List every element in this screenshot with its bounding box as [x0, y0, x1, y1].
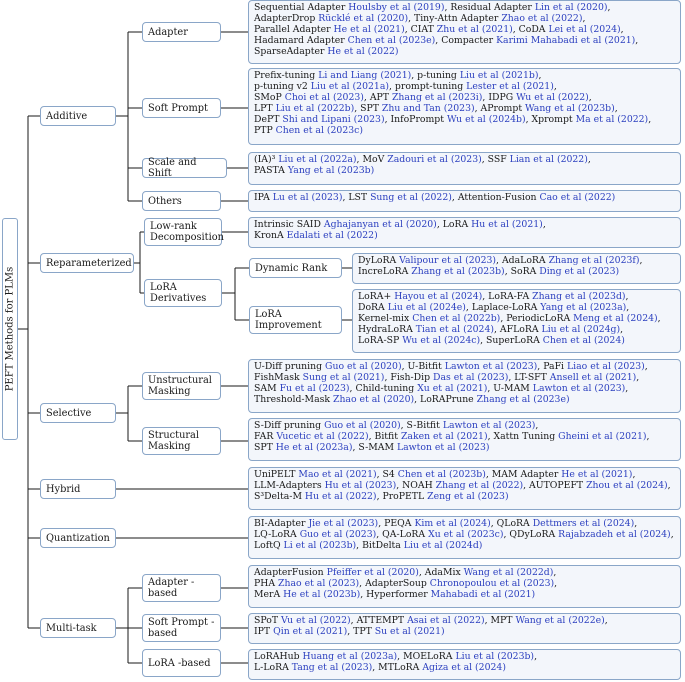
method-name: MerA	[254, 588, 284, 600]
citation: Zhang et al (2022)	[435, 479, 524, 491]
method-name: HydraLoRA	[358, 323, 416, 335]
method-name: PTP	[254, 124, 276, 136]
method-name: , QLoRA	[490, 518, 533, 529]
method-name: ,	[587, 154, 591, 165]
method-name: BI-Adapter	[254, 518, 309, 529]
citation: Meng et al (2024)	[573, 312, 658, 324]
method-name: ,	[635, 34, 639, 46]
method-name: , SuperLoRA	[480, 334, 543, 346]
method-name: , QA-LoRA	[376, 528, 429, 540]
method-name: LQ-LoRA	[254, 528, 300, 540]
method-name: IPA	[254, 192, 273, 203]
method-name: DyLoRA	[358, 255, 400, 266]
method-name: , TPT	[347, 625, 375, 637]
method-name: , Hyperformer	[360, 588, 431, 600]
citation: Karimi Mahabadi et al (2021)	[496, 34, 636, 46]
leaf-line	[254, 627, 675, 638]
method-name: , ProPETL	[376, 490, 428, 502]
citation: Zhao et al (2023)	[278, 577, 360, 589]
citation: Zhao et al (2022)	[501, 12, 583, 24]
citation: Mao et al (2021)	[298, 469, 377, 480]
method-name: , APrompt	[474, 102, 526, 114]
method-name: DoRA	[358, 301, 388, 313]
method-name: , Residual Adapter	[444, 2, 535, 13]
method-name: , p-tuning	[411, 70, 460, 81]
citation: Lu et al (2023)	[272, 192, 343, 203]
citation: Agiza et al (2024)	[422, 661, 506, 673]
leaf-line	[358, 267, 675, 278]
citation: Rajabzadeh et al (2024)	[558, 528, 671, 540]
citation: Guo et al (2023)	[299, 528, 377, 540]
subcategory-adapter-based: Adapter -based	[142, 574, 221, 602]
citation: Liu et al (2024g)	[541, 323, 621, 335]
leaf-soft-prompt-based	[248, 613, 681, 644]
citation: Wang et al (2022d)	[463, 567, 554, 578]
method-name: , LoRA-FA	[482, 291, 533, 302]
method-name: ,	[538, 70, 542, 81]
method-name: , Fish-Dip	[384, 371, 434, 383]
leaf-unstructural-masking	[248, 359, 681, 413]
citation: Ma et al (2022)	[575, 113, 649, 125]
method-name: , SSF	[481, 154, 510, 165]
category-selective: Selective	[40, 403, 116, 423]
citation: Vu et al (2022)	[281, 615, 351, 626]
method-name: U-Diff pruning	[254, 361, 326, 372]
citation: Fu et al (2023)	[279, 382, 350, 394]
method-name: L-LoRA	[254, 661, 292, 673]
citation: Hayou et al (2024)	[394, 291, 483, 302]
leaf-line	[254, 193, 675, 204]
citation: Houlsby et al (2019)	[348, 2, 445, 13]
leaf-line	[254, 541, 675, 552]
method-name: Sequential Adapter	[254, 2, 349, 13]
method-name: LoftQ	[254, 539, 284, 551]
leaf-quantization	[248, 516, 681, 559]
method-name: ,	[670, 528, 674, 540]
citation: Liu et al (2021a)	[310, 80, 390, 92]
method-name: , Xattn Tuning	[487, 430, 559, 442]
citation: Asai et al (2022)	[407, 615, 485, 626]
citation: Wang et al (2022e)	[515, 615, 605, 626]
method-name: ,	[554, 577, 558, 589]
leaf-line	[254, 395, 675, 406]
leaf-line	[254, 231, 675, 242]
citation: Das et al (2023)	[433, 371, 509, 383]
method-name: , IDPG	[482, 91, 517, 103]
root-label: PEFT Methods for PLMs	[4, 266, 16, 392]
method-name: ,	[620, 323, 624, 335]
method-name: , NOAH	[396, 479, 436, 491]
citation: Kim et al (2024)	[414, 518, 491, 529]
citation: He et al (2023a)	[275, 441, 353, 453]
method-name: ,	[588, 91, 592, 103]
method-name: , S4	[376, 469, 398, 480]
method-name: Threshold-Mask	[254, 393, 333, 405]
subcategory-scale-and-shift: Scale and Shift	[142, 158, 227, 178]
category-quantization: Quantization	[40, 528, 116, 548]
citation: Guo et al (2020)	[324, 420, 401, 431]
method-name: AdapterFusion	[254, 567, 327, 578]
citation: Liu et al (2021b)	[459, 70, 539, 81]
method-name: ,	[542, 219, 546, 230]
method-name: , ATTEMPT	[350, 615, 408, 626]
method-name: , Xprompt	[525, 113, 576, 125]
method-name: IPT	[254, 625, 274, 637]
category-additive: Additive	[40, 106, 116, 126]
method-name: ,	[636, 371, 640, 383]
method-name: , SoRA	[504, 265, 540, 277]
citation: Aghajanyan et al (2020)	[323, 219, 437, 230]
method-name: , MPT	[484, 615, 516, 626]
method-name: LoRA-SP	[358, 334, 403, 346]
citation: He et al (2021)	[333, 23, 405, 35]
method-name: ,	[553, 80, 557, 92]
subcategory-adapter: Adapter	[142, 22, 221, 42]
citation: Yang et al (2023a)	[540, 301, 627, 313]
subcategory-others: Others	[142, 191, 221, 211]
leaf-lora-improvement	[352, 289, 681, 353]
leaf-lora-based	[248, 649, 681, 680]
method-name: PASTA	[254, 164, 288, 176]
citation: Tian et al (2024)	[415, 323, 494, 335]
citation: Edalati et al (2022)	[286, 229, 378, 241]
citation: Lin et al (2020)	[534, 2, 608, 13]
method-name: ,	[553, 567, 557, 578]
citation: Lawton et al (2023)	[442, 420, 536, 431]
citation: Valipour et al (2023)	[399, 255, 497, 266]
method-name: , MoV	[356, 154, 388, 165]
leaf-adapter	[248, 0, 681, 64]
method-name: , S-Bitfit	[400, 420, 443, 431]
method-name: ,	[625, 291, 629, 302]
citation: Choi et al (2023)	[284, 91, 364, 103]
citation: Liu et al (2022a)	[278, 154, 357, 165]
method-name: ,	[620, 23, 624, 35]
method-name: , AUTOPEFT	[523, 479, 587, 491]
leaf-structural-masking	[248, 418, 681, 461]
method-name: , CIAT	[404, 23, 437, 35]
method-name: , Laplace-LoRA	[465, 301, 541, 313]
method-name: UniPELT	[254, 469, 299, 480]
citation: Wang et al (2023b)	[525, 102, 615, 114]
method-name: , AdaMix	[418, 567, 464, 578]
citation: Gheini et al (2021)	[558, 430, 647, 442]
method-name: , LoRA	[436, 219, 472, 230]
citation: Zhou et al (2024)	[586, 479, 668, 491]
leaf-line	[254, 492, 675, 503]
citation: Lei et al (2024)	[548, 23, 621, 35]
method-name: , APT	[363, 91, 392, 103]
method-name: , S-MAM	[352, 441, 397, 453]
method-name: Hadamard Adapter	[254, 34, 348, 46]
citation: Dettmers et al (2024)	[532, 518, 635, 529]
method-name: , PaFi	[537, 361, 567, 372]
method-name: , Bitfit	[368, 430, 401, 442]
method-name: ,	[634, 518, 638, 529]
citation: Wu et al (2024b)	[446, 113, 526, 125]
citation: Zhu et al (2021)	[436, 23, 513, 35]
leaf-line	[254, 126, 675, 137]
leaf-soft-prompt	[248, 68, 681, 145]
leaf-line	[254, 443, 675, 454]
category-multi-task: Multi-task	[40, 618, 116, 638]
method-name: S³Delta-M	[254, 490, 305, 502]
method-name: ,	[667, 479, 671, 491]
citation: Zhu and Tan (2023)	[381, 102, 475, 114]
method-name: ,	[648, 113, 652, 125]
method-name: LPT	[254, 102, 276, 114]
leaf-dynamic-rank	[352, 253, 681, 284]
method-name: , Tiny-Attn Adapter	[408, 12, 502, 24]
method-name: ,	[626, 301, 630, 313]
method-name: ,	[625, 382, 629, 394]
citation: Qin et al (2021)	[273, 625, 348, 637]
citation: Chen et al (2024)	[542, 334, 625, 346]
citation: Chronopoulou et al (2023)	[429, 577, 555, 589]
citation: Liao et al (2023)	[566, 361, 645, 372]
subsub-dynamic-rank: Dynamic Rank	[249, 258, 342, 278]
citation: Mahabadi et al (2021)	[430, 588, 536, 600]
method-name: Prefix-tuning	[254, 70, 319, 81]
citation: Wu et al (2024c)	[402, 334, 481, 346]
leaf-low-rank-decomposition	[248, 217, 681, 248]
citation: Lawton et al (2023)	[396, 441, 490, 453]
root-node	[2, 218, 18, 440]
citation: Hu et al (2021)	[471, 219, 543, 230]
leaf-line	[358, 336, 675, 347]
method-name: LLM-Adapters	[254, 479, 325, 491]
citation: Zhang et al (2023b)	[411, 265, 505, 277]
citation: Wu et al (2022)	[516, 91, 589, 103]
method-name: ,	[604, 615, 608, 626]
method-name: KronA	[254, 229, 287, 241]
citation: He et al (2021)	[561, 469, 633, 480]
citation: Chen et al (2023b)	[397, 469, 486, 480]
subcategory-soft-prompt: Soft Prompt	[142, 98, 221, 118]
citation: He et al (2022)	[327, 45, 399, 57]
citation: Su et al (2021)	[374, 625, 445, 637]
method-name: , MOELoRA	[397, 651, 456, 662]
leaf-line	[254, 47, 675, 58]
leaf-adapter-based	[248, 565, 681, 608]
citation: Zhang et al (2023e)	[476, 393, 570, 405]
method-name: , CoDA	[512, 23, 549, 35]
subcategory-low-rank-decomposition: Low-rank Decomposition	[144, 218, 222, 246]
citation: Sung et al (2022)	[370, 192, 452, 203]
method-name: , U-Bitfit	[401, 361, 445, 372]
citation: Tang et al (2023)	[291, 661, 373, 673]
method-name: ,	[535, 420, 539, 431]
leaf-scale-and-shift	[248, 152, 681, 185]
method-name: , LoRAPrune	[414, 393, 477, 405]
method-name: S-Diff pruning	[254, 420, 325, 431]
citation: Liu et al (2022b)	[275, 102, 355, 114]
citation: Yang et al (2023b)	[287, 164, 375, 176]
method-name: , QDyLoRA	[503, 528, 559, 540]
leaf-line	[254, 663, 675, 674]
citation: Hu et al (2022)	[304, 490, 377, 502]
method-name: ,	[614, 102, 618, 114]
method-name: ,	[644, 361, 648, 372]
citation: Lawton et al (2023)	[444, 361, 538, 372]
method-name: PHA	[254, 577, 279, 589]
citation: Pfeiffer et al (2020)	[326, 567, 419, 578]
method-name: Kernel-mix	[358, 312, 413, 324]
method-name: LoRAHub	[254, 651, 303, 662]
citation: Liu et al (2024d)	[403, 539, 483, 551]
citation: Li et al (2023b)	[283, 539, 357, 551]
category-reparameterized: Reparameterized	[40, 253, 134, 273]
method-name: DePT	[254, 113, 283, 125]
citation: Lester et al (2021)	[466, 80, 554, 92]
citation: Sung et al (2021)	[302, 371, 385, 383]
subcategory-soft-prompt-based: Soft Prompt -based	[142, 614, 221, 642]
method-name: , AdapterSoup	[359, 577, 430, 589]
method-name: , BitDelta	[356, 539, 404, 551]
citation: Zhang et al (2023i)	[391, 91, 483, 103]
subsub-lora-improvement: LoRA Improvement	[249, 306, 342, 334]
leaf-others	[248, 190, 681, 212]
citation: Shi and Lipani (2023)	[282, 113, 385, 125]
citation: Guo et al (2020)	[325, 361, 402, 372]
category-hybrid: Hybrid	[40, 479, 116, 499]
citation: Liu et al (2023b)	[455, 651, 535, 662]
method-name: ,	[646, 430, 650, 442]
citation: Zhang et al (2023d)	[532, 291, 626, 302]
method-name: SPT	[254, 441, 276, 453]
subcategory-structural-masking: Structural Masking	[142, 427, 221, 455]
method-name: , SPT	[354, 102, 382, 114]
method-name: , MTLoRA	[372, 661, 423, 673]
citation: Zeng et al (2023)	[427, 490, 509, 502]
citation: Lian et al (2022)	[509, 154, 588, 165]
method-name: , MAM Adapter	[485, 469, 562, 480]
method-name: , Attention-Fusion	[451, 192, 540, 203]
method-name: , Child-tuning	[349, 382, 418, 394]
method-name: , LT-SFT	[508, 371, 550, 383]
citation: Jie et al (2023)	[308, 518, 379, 529]
citation: Cao et al (2022)	[539, 192, 616, 203]
citation: Zhao et al (2020)	[332, 393, 415, 405]
method-name: ,	[639, 255, 643, 266]
citation: Ding et al (2023)	[539, 265, 620, 277]
method-name: SparseAdapter	[254, 45, 328, 57]
citation: Lawton et al (2023)	[532, 382, 626, 394]
subcategory-lora-based: LoRA -based	[142, 649, 221, 677]
method-name: (IA)³	[254, 154, 279, 165]
method-name: ,	[632, 469, 636, 480]
subcategory-lora-derivatives: LoRA Derivatives	[144, 279, 222, 307]
citation: Zhang et al (2023f)	[548, 255, 640, 266]
method-name: SAM	[254, 382, 280, 394]
citation: He et al (2023b)	[283, 588, 361, 600]
citation: Li and Liang (2021)	[318, 70, 412, 81]
method-name: SMoP	[254, 91, 285, 103]
citation: Zaken et al (2021)	[400, 430, 488, 442]
method-name: , AFLoRA	[494, 323, 542, 335]
subcategory-unstructural-masking: Unstructural Masking	[142, 372, 221, 400]
method-name: , PeriodicLoRA	[500, 312, 574, 324]
method-name: , AdaLoRA	[496, 255, 549, 266]
citation: Huang et al (2023a)	[302, 651, 398, 662]
method-name: ,	[582, 12, 586, 24]
citation: Rücklé et al (2020)	[318, 12, 409, 24]
citation: Xu et al (2021)	[417, 382, 488, 394]
method-name: FishMask	[254, 371, 303, 383]
method-name: , U-MAM	[487, 382, 533, 394]
citation: Hu et al (2023)	[324, 479, 397, 491]
method-name: , PEQA	[378, 518, 415, 529]
citation: Liu et al (2024e)	[387, 301, 466, 313]
citation: Zadouri et al (2023)	[387, 154, 482, 165]
citation: Ansell et al (2021)	[549, 371, 637, 383]
method-name: SPoT	[254, 615, 282, 626]
method-name: AdapterDrop	[254, 12, 319, 24]
method-name: ,	[657, 312, 661, 324]
method-name: ,	[607, 2, 611, 13]
method-name: FAR	[254, 430, 277, 442]
citation: Chen et al (2022b)	[412, 312, 501, 324]
method-name: , Compacter	[435, 34, 497, 46]
method-name: LoRA+	[358, 291, 395, 302]
citation: Vucetic et al (2022)	[276, 430, 369, 442]
citation: Xu et al (2023c)	[428, 528, 504, 540]
method-name: Parallel Adapter	[254, 23, 334, 35]
method-name: Intrinsic SAID	[254, 219, 324, 230]
citation: Chen et al (2023e)	[347, 34, 436, 46]
method-name: IncreLoRA	[358, 265, 412, 277]
method-name: , prompt-tuning	[389, 80, 467, 92]
method-name: , InfoPrompt	[384, 113, 447, 125]
method-name: , LST	[342, 192, 371, 203]
leaf-line	[254, 166, 675, 177]
citation: Chen et al (2023c)	[275, 124, 364, 136]
method-name: ,	[534, 651, 538, 662]
leaf-hybrid	[248, 467, 681, 510]
method-name: p-tuning v2	[254, 80, 311, 92]
leaf-line	[254, 590, 675, 601]
